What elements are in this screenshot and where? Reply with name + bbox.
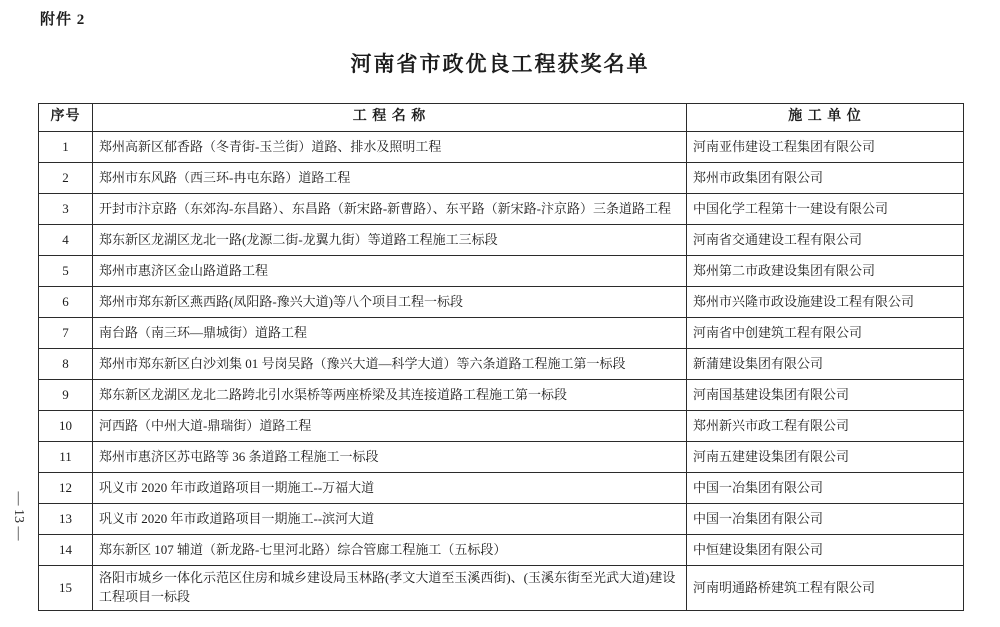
- cell-company: 河南五建建设集团有限公司: [687, 442, 964, 473]
- header-serial-number: 序号: [39, 104, 93, 132]
- cell-serial: 15: [39, 566, 93, 611]
- cell-project: 郑州市东风路（西三环-冉屯东路）道路工程: [93, 163, 687, 194]
- cell-company: 河南省交通建设工程有限公司: [687, 225, 964, 256]
- table-row: [39, 411, 964, 442]
- cell-project: 郑州市惠济区苏屯路等 36 条道路工程施工一标段: [93, 442, 687, 473]
- cell-project: 洛阳市城乡一体化示范区住房和城乡建设局玉林路(孝文大道至玉溪西街)、(玉溪东街至光武大道)建设工程项目一标段: [93, 566, 687, 611]
- table-header: [39, 104, 964, 132]
- cell-company: 新蒲建设集团有限公司: [687, 349, 964, 380]
- table-row: [39, 194, 964, 225]
- cell-serial: 2: [39, 163, 93, 194]
- cell-company: 中国化学工程第十一建设有限公司: [687, 194, 964, 225]
- cell-company: 郑州新兴市政工程有限公司: [687, 411, 964, 442]
- cell-serial: 12: [39, 473, 93, 504]
- table-row: [39, 504, 964, 535]
- table-header-row: [39, 104, 964, 132]
- table-row: [39, 566, 964, 611]
- cell-project: 郑东新区龙湖区龙北二路跨北引水渠桥等两座桥梁及其连接道路工程施工第一标段: [93, 380, 687, 411]
- cell-serial: 4: [39, 225, 93, 256]
- cell-project: 巩义市 2020 年市政道路项目一期施工--滨河大道: [93, 504, 687, 535]
- cell-serial: 1: [39, 132, 93, 163]
- cell-company: 郑州第二市政建设集团有限公司: [687, 256, 964, 287]
- table-row: [39, 535, 964, 566]
- table-row: [39, 132, 964, 163]
- page-number: — 13 —: [11, 491, 26, 541]
- table-row: [39, 380, 964, 411]
- table-row: [39, 473, 964, 504]
- table-row: [39, 349, 964, 380]
- attachment-label: 附件 2: [40, 12, 86, 28]
- cell-serial: 3: [39, 194, 93, 225]
- header-construction-unit: 施 工 单 位: [687, 104, 964, 132]
- table-row: [39, 442, 964, 473]
- cell-project: 郑州高新区郁香路（冬青街-玉兰街）道路、排水及照明工程: [93, 132, 687, 163]
- cell-company: 中国一冶集团有限公司: [687, 504, 964, 535]
- cell-serial: 11: [39, 442, 93, 473]
- cell-company: 中恒建设集团有限公司: [687, 535, 964, 566]
- cell-serial: 10: [39, 411, 93, 442]
- header-project-name: 工 程 名 称: [93, 104, 687, 132]
- cell-serial: 13: [39, 504, 93, 535]
- cell-company: 河南明通路桥建筑工程有限公司: [687, 566, 964, 611]
- cell-project: 郑州市郑东新区白沙刘集 01 号岗吴路（豫兴大道—科学大道）等六条道路工程施工第一标段: [93, 349, 687, 380]
- table-row: [39, 318, 964, 349]
- cell-company: 河南亚伟建设工程集团有限公司: [687, 132, 964, 163]
- cell-project: 开封市汴京路（东郊沟-东昌路）、东昌路（新宋路-新曹路）、东平路（新宋路-汴京路）三条道路工程: [93, 194, 687, 225]
- table-body: [39, 132, 964, 611]
- award-table: [38, 103, 964, 611]
- cell-project: 郑州市郑东新区燕西路(凤阳路-豫兴大道)等八个项目工程一标段: [93, 287, 687, 318]
- cell-company: 河南国基建设集团有限公司: [687, 380, 964, 411]
- table-row: [39, 287, 964, 318]
- cell-project: 巩义市 2020 年市政道路项目一期施工--万福大道: [93, 473, 687, 504]
- cell-project: 郑东新区龙湖区龙北一路(龙源二街-龙翼九街）等道路工程施工三标段: [93, 225, 687, 256]
- page-title: 河南省市政优良工程获奖名单: [350, 52, 650, 76]
- table-row: [39, 225, 964, 256]
- cell-project: 河西路（中州大道-鼎瑞街）道路工程: [93, 411, 687, 442]
- cell-company: 河南省中创建筑工程有限公司: [687, 318, 964, 349]
- cell-project: 南台路（南三环—鼎城街）道路工程: [93, 318, 687, 349]
- cell-serial: 8: [39, 349, 93, 380]
- cell-serial: 7: [39, 318, 93, 349]
- cell-project: 郑东新区 107 辅道（新龙路-七里河北路）综合管廊工程施工（五标段）: [93, 535, 687, 566]
- cell-company: 中国一冶集团有限公司: [687, 473, 964, 504]
- table-row: [39, 163, 964, 194]
- cell-company: 郑州市兴隆市政设施建设工程有限公司: [687, 287, 964, 318]
- cell-serial: 5: [39, 256, 93, 287]
- cell-serial: 14: [39, 535, 93, 566]
- cell-company: 郑州市政集团有限公司: [687, 163, 964, 194]
- cell-serial: 6: [39, 287, 93, 318]
- cell-serial: 9: [39, 380, 93, 411]
- table-row: [39, 256, 964, 287]
- cell-project: 郑州市惠济区金山路道路工程: [93, 256, 687, 287]
